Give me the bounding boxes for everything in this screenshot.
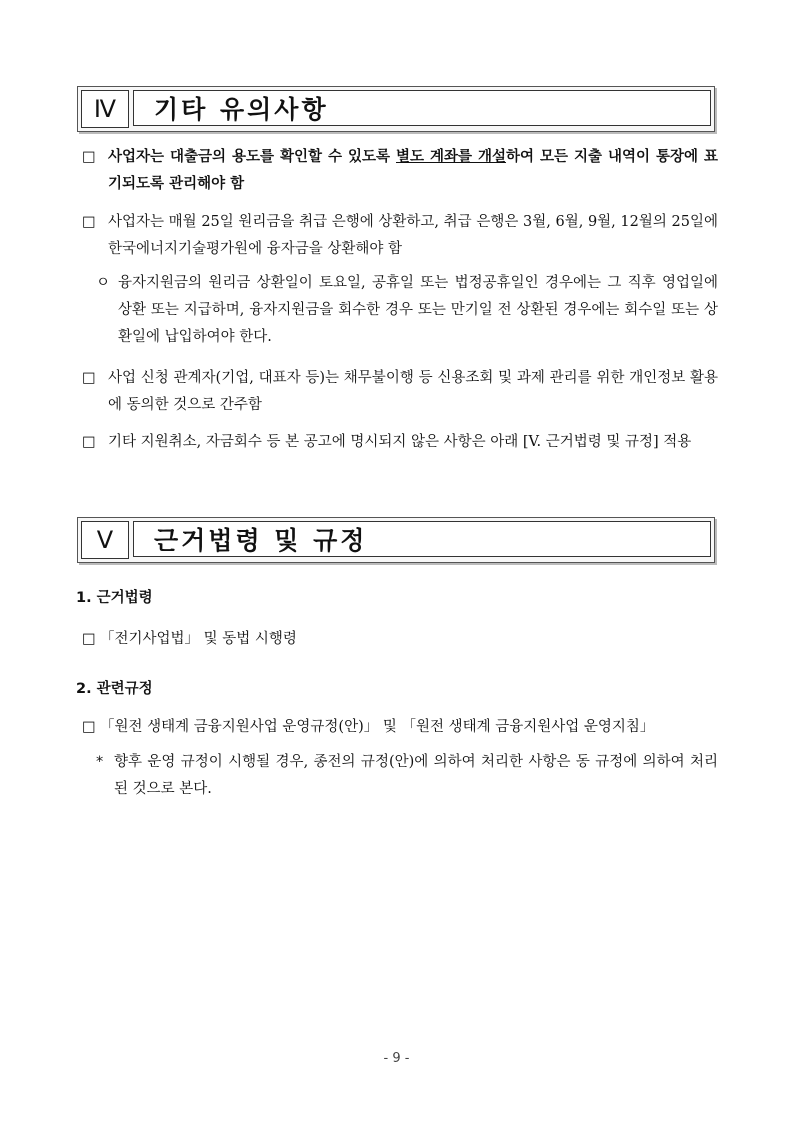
subsection-2-item: [82, 714, 718, 741]
item-2-text: 사업자는 매월 25일 원리금을 취급 은행에 상환하고, 취급 은행은 3월, 6월, 9월, 12월의 25일에 한국에너지기술평가원에 융자금을 상환해야 함: [108, 214, 718, 257]
checkbox-bullet-icon: □: [82, 214, 96, 230]
subsection-1-title: 1. 근거법령: [76, 590, 153, 606]
item-4-text: 기타 지원취소, 자금회수 등 본 공고에 명시되지 않은 사항은 아래 [V. 근거법령 및 규정] 적용: [108, 434, 692, 450]
section-4-item-4: [82, 429, 718, 456]
item-1-text-underlined: 별도 계좌를 개설: [396, 149, 507, 165]
section-5-header: [77, 517, 715, 563]
section-5-title: 근거법령 및 규정: [133, 521, 711, 557]
section-4-subitem: [96, 270, 718, 351]
section-4-number: Ⅳ: [81, 90, 129, 128]
section-4-title: 기타 유의사항: [133, 90, 711, 126]
subsection-2-note-text: 향후 운영 규정이 시행될 경우, 종전의 규정(안)에 의하여 처리한 사항은 동 규정에 의하여 처리된 것으로 본다.: [114, 754, 718, 797]
checkbox-bullet-icon: □: [82, 370, 96, 386]
circle-bullet-icon: ㅇ: [96, 275, 111, 291]
item-3-text: 사업 신청 관계자(기업, 대표자 등)는 채무불이행 등 신용조회 및 과제 관리를 위한 개인정보 활용에 동의한 것으로 간주함: [108, 370, 718, 413]
subsection-2-note: [96, 749, 718, 803]
section-5-number: Ⅴ: [81, 521, 129, 559]
page-number: - 9 -: [383, 1051, 410, 1066]
section-4-item-1: [82, 144, 718, 198]
subitem-text: 융자지원금의 원리금 상환일이 토요일, 공휴일 또는 법정공휴일인 경우에는 그 직후 영업일에 상환 또는 지급하며, 융자지원금을 회수한 경우 또는 만기일 전 상환된 경우에는 회수일 또는 상환일에 납입하여야 한다.: [118, 275, 718, 345]
asterisk-icon: *: [96, 754, 104, 770]
subsection-1-item-text: 「전기사업법」 및 동법 시행령: [100, 631, 297, 647]
subsection-1-item: [82, 626, 718, 653]
subsection-2-item-text: 「원전 생태계 금융지원사업 운영규정(안)」 및 「원전 생태계 금융지원사업 운영지침」: [100, 719, 655, 735]
item-1-text-post: 하여 모든 지출 내역이 통장에 표기되도록 관리해야 함: [108, 149, 718, 192]
item-1-text-pre: 사업자는 대출금의 용도를 확인할 수 있도록: [108, 149, 396, 165]
checkbox-bullet-icon: □: [82, 631, 96, 647]
checkbox-bullet-icon: □: [82, 149, 96, 165]
checkbox-bullet-icon: □: [82, 719, 96, 735]
subsection-2-title: 2. 관련규정: [76, 681, 153, 697]
section-4-item-2: [82, 209, 718, 263]
checkbox-bullet-icon: □: [82, 434, 96, 450]
section-4-header: [77, 86, 715, 132]
section-4-item-3: [82, 365, 718, 419]
